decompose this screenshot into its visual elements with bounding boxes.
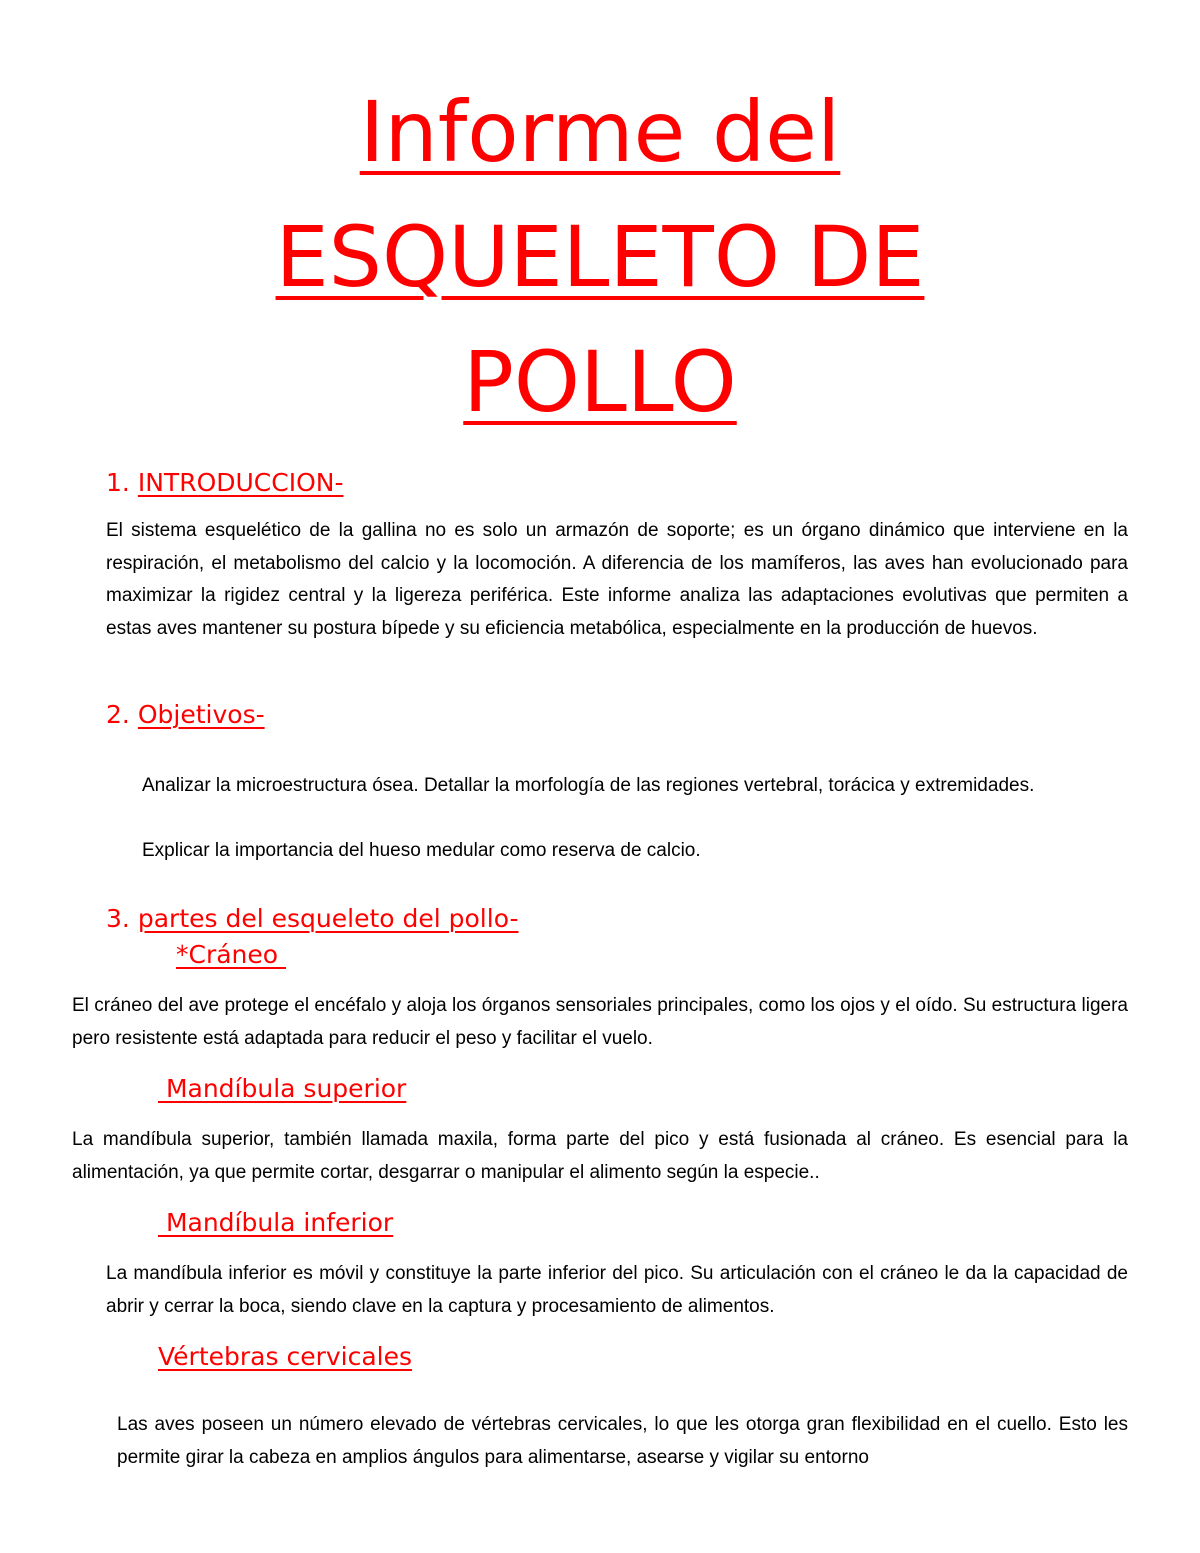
section-3-heading xyxy=(106,904,518,934)
vertebras-cervicales-heading xyxy=(158,1342,412,1372)
mandibula-inferior-paragraph: La mandíbula inferior es móvil y constituye la parte inferior del pico. Su articulación con el cráneo le da la capacidad de abrir y cerrar la boca, siendo clave en la captura y procesamiento de alimentos. xyxy=(106,1263,1128,1317)
mandibula-superior-paragraph: La mandíbula superior, también llamada maxila, forma parte del pico y está fusionada al cráneo. Es esencial para la alimentación, ya que permite cortar, desgarrar o manipular el alimento según la especie.. xyxy=(72,1129,1128,1183)
section-3-title: partes del esqueleto del pollo- xyxy=(137,904,519,933)
intro-paragraph: El sistema esquelético de la gallina no es solo un armazón de soporte; es un órgano dinámico que interviene en la respiración, el metabolismo del calcio y la locomoción. A diferencia de los mamíferos, las aves han evolucionado para maximizar la rigidez central y la ligereza periférica. Este informe analiza las adaptaciones evolutivas que permiten a estas aves mantener su postura bípede y su eficiencia metabólica, especialmente en la producción de huevos. xyxy=(106,520,1128,639)
craneo-paragraph: El cráneo del ave protege el encéfalo y aloja los órganos sensoriales principales, como los ojos y el oído. Su estructura ligera pero resistente está adaptada para reducir el peso y facilitar el vuelo. xyxy=(72,995,1128,1049)
section-1-heading xyxy=(106,468,344,498)
craneo-heading xyxy=(176,940,286,970)
section-3-number: 3. xyxy=(106,904,130,933)
title-line-1: Informe del xyxy=(359,83,841,181)
section-2-number: 2. xyxy=(106,700,130,729)
section-2-title: Objetivos- xyxy=(137,700,265,729)
section-1-title: INTRODUCCION- xyxy=(137,468,344,497)
section-2-heading xyxy=(106,700,265,730)
objetivos-paragraph-2: Explicar la importancia del hueso medular como reserva de calcio. xyxy=(142,840,701,861)
title-line-3: POLLO xyxy=(463,333,737,431)
objetivos-paragraph-1: Analizar la microestructura ósea. Detallar la morfología de las regiones vertebral, torácica y extremidades. xyxy=(142,775,1035,796)
mandibula-inferior-heading xyxy=(158,1208,393,1238)
mandibula-superior-heading xyxy=(158,1074,406,1104)
vertebras-cervicales-heading-text: Vértebras cervicales xyxy=(158,1342,413,1371)
vertebras-cervicales-paragraph: Las aves poseen un número elevado de vértebras cervicales, lo que les otorga gran flexibilidad en el cuello. Esto les permite girar la cabeza en amplios ángulos para alimentarse, asearse y vigilar su entorno xyxy=(117,1414,1128,1468)
section-1-number: 1. xyxy=(106,468,130,497)
mandibula-inferior-heading-text: Mandíbula inferior xyxy=(158,1208,394,1237)
document-title xyxy=(0,70,1200,445)
craneo-heading-text: *Cráneo xyxy=(176,940,287,969)
mandibula-superior-heading-text: Mandíbula superior xyxy=(158,1074,407,1103)
title-line-2: ESQUELETO DE xyxy=(275,208,925,306)
